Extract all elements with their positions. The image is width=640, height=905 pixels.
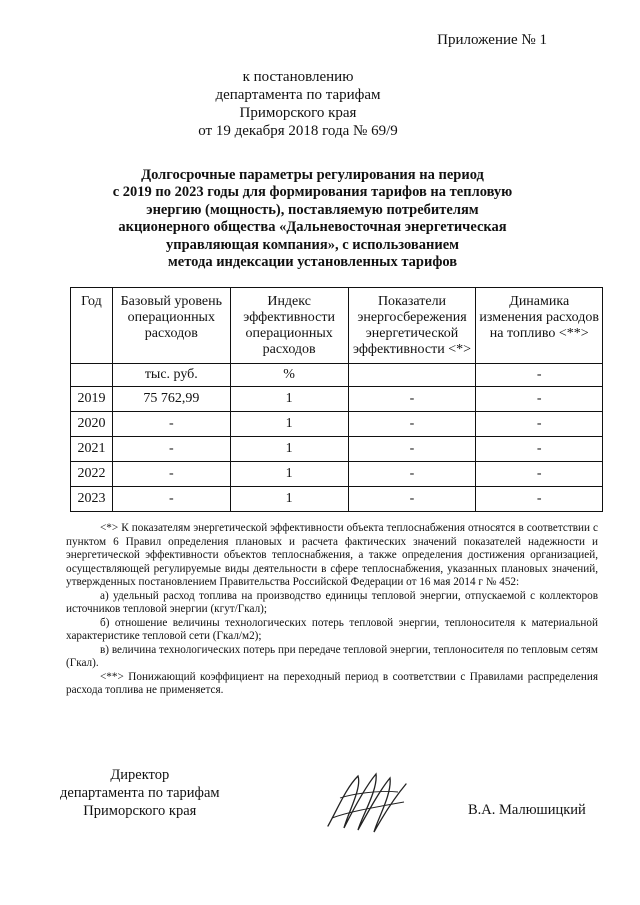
position-line: Приморского края <box>83 803 197 819</box>
header-year: Год <box>71 288 113 364</box>
table-cell <box>348 364 476 387</box>
table-cell: - <box>476 437 603 462</box>
table-cell: 2023 <box>71 487 113 512</box>
footnote-paragraph: б) отношение величины технологических потерь тепловой энергии, теплоносителя к материальной характеристике тепловой сети (Гкал/м2); <box>66 616 598 642</box>
title-line: акционерного общества «Дальневосточная энергетическая <box>118 219 507 236</box>
header-energy-saving: Показатели энергосбережения энергетической эффективности <*> <box>348 288 476 364</box>
title-line: с 2019 по 2023 годы для формирования тарифов на тепловую <box>112 184 513 201</box>
table-cell: 1 <box>230 487 348 512</box>
table-cell: 2020 <box>71 412 113 437</box>
table-cell: - <box>476 487 603 512</box>
table-cell: - <box>348 412 476 437</box>
title-line: метода индексации установленных тарифов <box>167 254 458 271</box>
table-cell: 2022 <box>71 462 113 487</box>
decree-reference <box>0 68 596 140</box>
table-cell: - <box>348 387 476 412</box>
table-row <box>71 387 603 412</box>
table-cell: 1 <box>230 387 348 412</box>
title-line: Долгосрочные параметры регулирования на период <box>141 167 484 183</box>
signatory-position <box>60 766 220 820</box>
title-line: энергию (мощность), поставляемую потребителям <box>146 201 479 218</box>
appendix-label: Приложение № 1 <box>437 32 547 48</box>
footnote-paragraph: <*> К показателям энергетической эффективности объекта теплоснабжения относятся в соответствии с пунктом 6 Правил определения плановых и расчета фактических значений показателей надежности и энергетической эффективности объектов теплоснабжения, а также определения достижения организацией, осуществляющей регулируемые виды деятельности в сфере теплоснабжения, указанных плановых значений, утвержденных постановлением Правительства Российской Федерации от 16 мая 2014 г № 452: <box>66 522 598 588</box>
table-cell: - <box>476 364 603 387</box>
table-cell: - <box>476 412 603 437</box>
handwritten-signature <box>318 768 418 838</box>
table-cell: тыс. руб. <box>112 364 230 387</box>
table-row <box>71 437 603 462</box>
header-base-costs: Базовый уровень операционных расходов <box>112 288 230 364</box>
position-line: департамента по тарифам <box>60 785 220 801</box>
header-efficiency-index: Индекс эффективности операционных расходов <box>230 288 348 364</box>
table-cell: 1 <box>230 437 348 462</box>
table-cell: - <box>112 487 230 512</box>
decree-line: к постановлению <box>242 69 354 85</box>
decree-line: Приморского края <box>239 105 357 121</box>
table-cell: % <box>230 364 348 387</box>
table-cell: - <box>112 462 230 487</box>
table-cell: - <box>348 487 476 512</box>
table-header-row <box>71 288 603 364</box>
table-units-row <box>71 364 603 387</box>
table-cell: - <box>476 462 603 487</box>
table-row <box>71 412 603 437</box>
footnotes <box>66 522 598 698</box>
table-cell: - <box>348 437 476 462</box>
table-cell: - <box>476 387 603 412</box>
decree-line: департамента по тарифам <box>215 87 381 103</box>
table-row <box>71 487 603 512</box>
parameters-table <box>70 287 603 512</box>
header-fuel-dynamics: Динамика изменения расходов на топливо <**> <box>476 288 603 364</box>
document-title <box>60 167 565 271</box>
table-row <box>71 462 603 487</box>
table-cell: - <box>112 412 230 437</box>
table-cell: 1 <box>230 462 348 487</box>
footnote-paragraph: а) удельный расход топлива на производство единицы тепловой энергии, отпускаемой с коллекторов источников тепловой энергии (кгут/Гкал); <box>66 589 598 615</box>
table-cell: 75 762,99 <box>112 387 230 412</box>
position-line: Директор <box>110 767 170 783</box>
table-cell: 2019 <box>71 387 113 412</box>
table-cell: - <box>348 462 476 487</box>
decree-line: от 19 декабря 2018 года № 69/9 <box>198 123 398 139</box>
table-cell <box>71 364 113 387</box>
signer-name: В.А. Малюшицкий <box>468 802 586 818</box>
table-cell: - <box>112 437 230 462</box>
footnote-paragraph: <**> Понижающий коэффициент на переходный период в соответствии с Правилами распределения расхода топлива не применяется. <box>66 670 598 696</box>
title-line: управляющая компания», с использованием <box>165 236 460 253</box>
table-cell: 1 <box>230 412 348 437</box>
footnote-paragraph: в) величина технологических потерь при передаче тепловой энергии, теплоносителя по тепловым сетям (Гкал). <box>66 643 598 669</box>
table-cell: 2021 <box>71 437 113 462</box>
